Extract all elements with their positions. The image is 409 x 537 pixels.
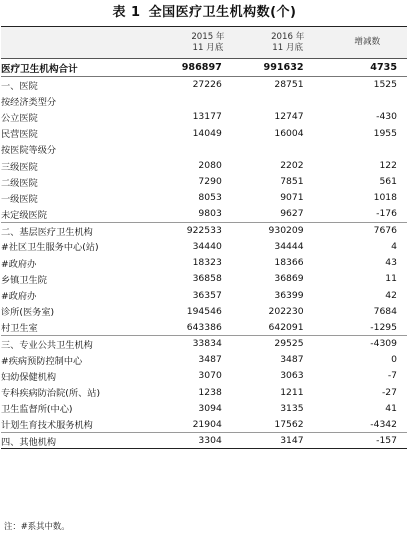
table-footnote: 注：#系其中数。 xyxy=(4,521,70,531)
table-row xyxy=(1,416,407,432)
row-value-2015: 2080 xyxy=(198,160,222,172)
row-value-2015: 986897 xyxy=(168,59,248,77)
row-change: 0 xyxy=(391,354,397,366)
row-value-2015: 3487 xyxy=(198,354,222,366)
row-value-2015 xyxy=(168,93,248,109)
row-value-2016: 3487 xyxy=(280,354,304,366)
row-value-2015: 36357 xyxy=(192,289,222,301)
institutions-table xyxy=(1,26,407,449)
row-name: 诊所(医务室) xyxy=(1,307,55,319)
row-value-2016: 12747 xyxy=(274,111,304,123)
row-change: -176 xyxy=(376,208,397,220)
row-change: -157 xyxy=(328,433,407,449)
row-value-2016: 34444 xyxy=(274,240,304,252)
header-2016-year: 2016 年 xyxy=(271,31,305,42)
header-2015 xyxy=(168,27,248,59)
row-value-2015: 3304 xyxy=(168,433,248,449)
row-change: -27 xyxy=(381,386,397,398)
table-body xyxy=(1,59,407,449)
table-row xyxy=(1,255,407,271)
table-row xyxy=(1,238,407,254)
row-change: 1955 xyxy=(373,127,397,139)
header-2015-year: 2015 年 xyxy=(191,31,225,42)
row-value-2015: 9803 xyxy=(198,208,222,220)
row-value-2016: 3063 xyxy=(280,370,304,382)
table-row xyxy=(1,400,407,416)
row-name: #政府办 xyxy=(1,258,37,270)
row-name: 民营医院 xyxy=(1,129,38,141)
table-row xyxy=(1,77,407,93)
row-change: -4309 xyxy=(328,336,407,352)
table-header-row xyxy=(1,27,407,59)
row-value-2015: 7290 xyxy=(198,176,222,188)
row-name: #疾病预防控制中心 xyxy=(1,355,83,367)
row-name: 卫生监督所(中心) xyxy=(1,404,73,416)
row-name: 医疗卫生机构合计 xyxy=(1,59,168,77)
row-value-2016: 9627 xyxy=(280,208,304,220)
header-2016-month: 11 月底 xyxy=(272,42,304,53)
row-value-2015: 33834 xyxy=(168,336,248,352)
row-value-2016: 3135 xyxy=(280,402,304,414)
row-name: 四、其他机构 xyxy=(1,433,168,449)
table-row xyxy=(1,222,407,238)
row-name: 按经济类型分 xyxy=(1,96,57,108)
header-2016 xyxy=(248,27,328,59)
row-name: 按医院等级分 xyxy=(1,145,57,157)
row-value-2016: 17562 xyxy=(274,418,304,430)
row-value-2016: 642091 xyxy=(268,321,304,333)
row-value-2015: 194546 xyxy=(186,305,222,317)
row-change xyxy=(328,141,407,157)
row-name: 专科疾病防治院(所、站) xyxy=(1,388,101,400)
table-row xyxy=(1,303,407,319)
table-row xyxy=(1,93,407,109)
row-change: -430 xyxy=(376,111,397,123)
row-value-2015: 8053 xyxy=(198,192,222,204)
row-value-2016: 2202 xyxy=(280,160,304,172)
row-value-2015: 922533 xyxy=(168,222,248,238)
row-change: -1295 xyxy=(370,321,397,333)
row-value-2016: 7851 xyxy=(280,176,304,188)
row-value-2015: 3070 xyxy=(198,370,222,382)
header-change: 增减数 xyxy=(328,27,407,59)
row-change: 561 xyxy=(379,176,397,188)
table-row xyxy=(1,433,407,449)
row-value-2016: 991632 xyxy=(248,59,328,77)
table-row xyxy=(1,336,407,352)
row-value-2015 xyxy=(168,141,248,157)
row-name: 公立医院 xyxy=(1,112,38,124)
table-row xyxy=(1,319,407,335)
row-name: 乡镇卫生院 xyxy=(1,274,47,286)
header-2015-month: 11 月底 xyxy=(192,42,224,53)
table-row xyxy=(1,352,407,368)
row-value-2015: 36858 xyxy=(192,273,222,285)
table-row xyxy=(1,287,407,303)
row-change: 7684 xyxy=(373,305,397,317)
row-change: 42 xyxy=(385,289,397,301)
row-name: 一级医院 xyxy=(1,193,38,205)
table-row xyxy=(1,190,407,206)
table-number: 表 1 xyxy=(112,5,141,20)
table-row xyxy=(1,384,407,400)
row-name: 三、专业公共卫生机构 xyxy=(1,336,168,352)
row-value-2016: 3147 xyxy=(248,433,328,449)
row-name: 妇幼保健机构 xyxy=(1,371,57,383)
row-value-2016: 29525 xyxy=(248,336,328,352)
row-value-2015: 21904 xyxy=(192,418,222,430)
row-name: #社区卫生服务中心(站) xyxy=(1,242,99,254)
table-row xyxy=(1,141,407,157)
table-row xyxy=(1,109,407,125)
table-row xyxy=(1,125,407,141)
row-name: #政府办 xyxy=(1,291,37,303)
table-title-text: 全国医疗卫生机构数(个) xyxy=(148,5,297,20)
row-value-2016: 36869 xyxy=(274,273,304,285)
row-value-2016 xyxy=(248,141,328,157)
row-change xyxy=(328,93,407,109)
row-value-2015: 13177 xyxy=(192,111,222,123)
row-change: 11 xyxy=(385,273,397,285)
row-name: 计划生育技术服务机构 xyxy=(1,420,93,432)
row-value-2016: 1211 xyxy=(280,386,304,398)
row-name: 三级医院 xyxy=(1,161,38,173)
row-value-2016: 18366 xyxy=(274,257,304,269)
row-value-2015: 18323 xyxy=(192,257,222,269)
row-change: 4735 xyxy=(328,59,407,77)
row-value-2015: 1238 xyxy=(198,386,222,398)
row-name: 未定级医院 xyxy=(1,209,47,221)
row-name: 一、医院 xyxy=(1,80,38,92)
row-change: 1018 xyxy=(373,192,397,204)
row-value-2015: 27226 xyxy=(192,79,222,91)
row-change: 41 xyxy=(385,402,397,414)
row-change: 43 xyxy=(385,257,397,269)
header-name-cell xyxy=(1,27,168,59)
row-value-2015: 643386 xyxy=(186,321,222,333)
table-row xyxy=(1,59,407,77)
row-change: -7 xyxy=(387,370,397,382)
row-value-2015: 34440 xyxy=(192,240,222,252)
row-value-2015: 3094 xyxy=(198,402,222,414)
table-row xyxy=(1,271,407,287)
table-row xyxy=(1,206,407,222)
row-name: 村卫生室 xyxy=(1,323,38,335)
table-row xyxy=(1,174,407,190)
row-value-2016: 930209 xyxy=(248,222,328,238)
row-value-2016: 36399 xyxy=(274,289,304,301)
row-change: 1525 xyxy=(373,79,397,91)
row-value-2016: 9071 xyxy=(280,192,304,204)
row-value-2015: 14049 xyxy=(192,127,222,139)
row-value-2016: 28751 xyxy=(274,79,304,91)
row-name: 二级医院 xyxy=(1,177,38,189)
table-row xyxy=(1,157,407,173)
row-value-2016: 16004 xyxy=(274,127,304,139)
row-change: -4342 xyxy=(370,418,397,430)
row-name: 二、基层医疗卫生机构 xyxy=(1,222,168,238)
row-change: 4 xyxy=(391,240,397,252)
row-value-2016 xyxy=(248,93,328,109)
row-change: 122 xyxy=(379,160,397,172)
table-row xyxy=(1,368,407,384)
row-value-2016: 202230 xyxy=(268,305,304,317)
row-change: 7676 xyxy=(328,222,407,238)
table-title xyxy=(0,0,409,26)
